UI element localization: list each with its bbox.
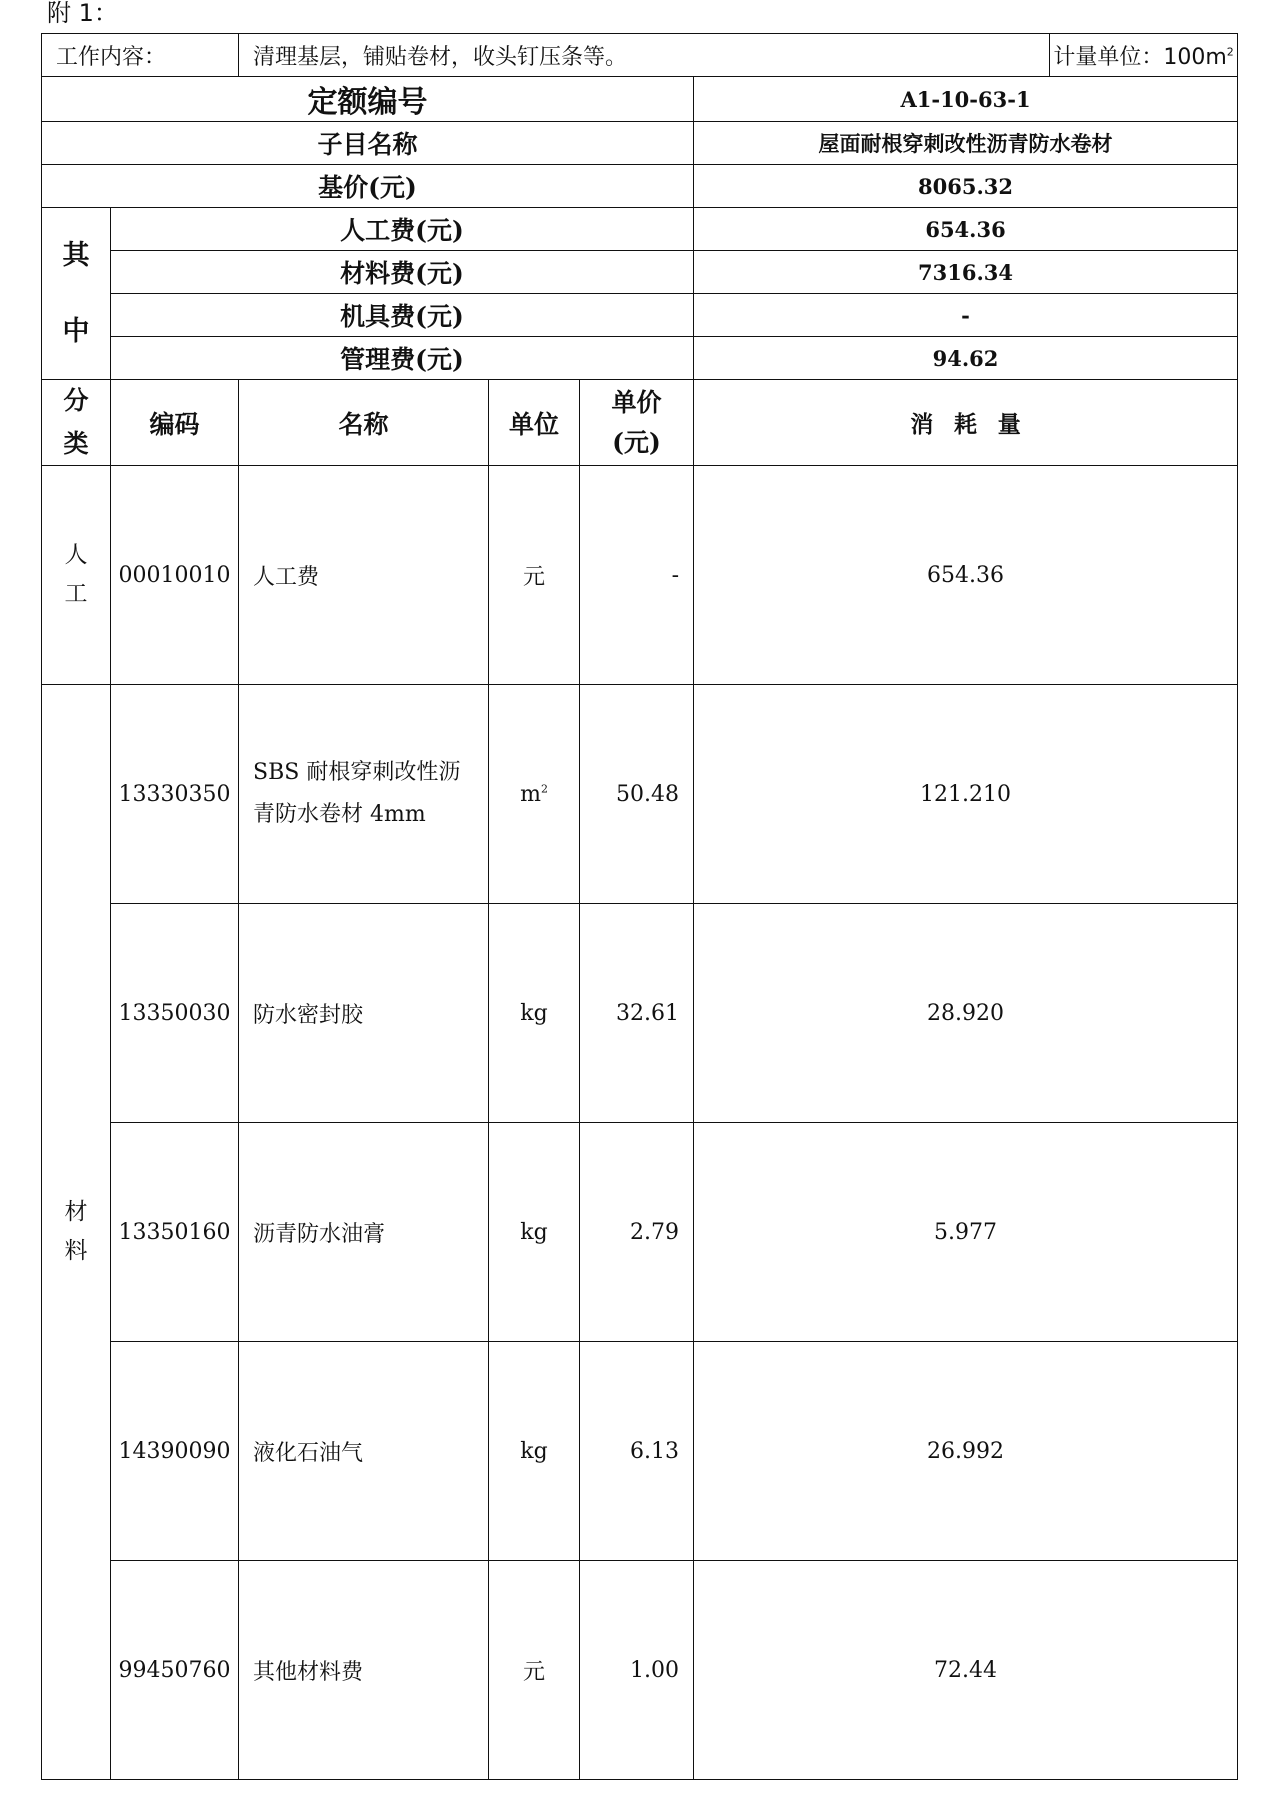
material-fee-value: 7316.34 (694, 251, 1238, 294)
material-fee-label: 材料费(元) (111, 251, 694, 294)
measure-unit (1050, 34, 1238, 77)
item-name-row (42, 122, 1238, 165)
row-price: 6.13 (580, 1342, 694, 1561)
row-price: - (580, 466, 694, 685)
row-unit: 元 (489, 1561, 580, 1780)
labor-fee-label: 人工费(元) (111, 208, 694, 251)
row-price: 50.48 (580, 685, 694, 904)
row-unit: $m^2$ (489, 685, 580, 904)
quota-table (41, 33, 1238, 1780)
row-code: 14390090 (111, 1342, 239, 1561)
quota-no-value: A1-10-63-1 (694, 77, 1238, 122)
work-content-text: 清理基层，铺贴卷材，收头钉压条等。 (239, 34, 1050, 77)
row-consumption: 654.36 (694, 466, 1238, 685)
row-name: 其他材料费 (239, 1561, 489, 1780)
appendix-label: 附 1： (47, 0, 118, 27)
row-unit: kg (489, 904, 580, 1123)
col-category-header: 分类 (42, 380, 111, 466)
row-consumption: 121.210 (694, 685, 1238, 904)
table-row (42, 466, 1238, 685)
table-row (42, 1561, 1238, 1780)
table-row (42, 1123, 1238, 1342)
row-code: 99450760 (111, 1561, 239, 1780)
column-header-row (42, 380, 1238, 466)
row-price: 2.79 (580, 1123, 694, 1342)
table-row (42, 685, 1238, 904)
management-fee-row (42, 337, 1238, 380)
quota-no-row (42, 77, 1238, 122)
row-consumption: 72.44 (694, 1561, 1238, 1780)
item-name-label: 子目名称 (42, 122, 694, 165)
col-price-header: 单价 (元) (580, 380, 694, 466)
management-fee-value: 94.62 (694, 337, 1238, 380)
row-name: 人工费 (239, 466, 489, 685)
item-name-value: 屋面耐根穿刺改性沥青防水卷材 (694, 122, 1238, 165)
base-price-row (42, 165, 1238, 208)
row-consumption: 28.920 (694, 904, 1238, 1123)
base-price-value: 8065.32 (694, 165, 1238, 208)
row-price: 1.00 (580, 1561, 694, 1780)
col-unit-header: 单位 (489, 380, 580, 466)
machine-fee-row (42, 294, 1238, 337)
labor-fee-row (42, 208, 1238, 251)
row-consumption: 26.992 (694, 1342, 1238, 1561)
of-which-label: 其中 (42, 208, 111, 380)
management-fee-label: 管理费(元) (111, 337, 694, 380)
table-row (42, 1342, 1238, 1561)
row-name: SBS 耐根穿刺改性沥 青防水卷材 4mm (239, 685, 489, 904)
row-code: 13330350 (111, 685, 239, 904)
row-unit: 元 (489, 466, 580, 685)
material-fee-row (42, 251, 1238, 294)
machine-fee-label: 机具费(元) (111, 294, 694, 337)
row-consumption: 5.977 (694, 1123, 1238, 1342)
row-name: 液化石油气 (239, 1342, 489, 1561)
row-name: 防水密封胶 (239, 904, 489, 1123)
measure-unit-value: 100m (1163, 44, 1227, 70)
machine-fee-value: - (694, 294, 1238, 337)
base-price-label: 基价(元) (42, 165, 694, 208)
quota-no-label: 定额编号 (42, 77, 694, 122)
labor-fee-value: 654.36 (694, 208, 1238, 251)
work-content-label: 工作内容： (42, 34, 239, 77)
measure-unit-label: 计量单位： (1053, 44, 1164, 70)
row-name: 沥青防水油膏 (239, 1123, 489, 1342)
row-unit: kg (489, 1342, 580, 1561)
row-code: 13350030 (111, 904, 239, 1123)
row-unit: kg (489, 1123, 580, 1342)
row-code: 00010010 (111, 466, 239, 685)
row-price: 32.61 (580, 904, 694, 1123)
measure-unit-sup: 2 (1226, 45, 1234, 59)
col-name-header: 名称 (239, 380, 489, 466)
category-labor: 人工 (42, 466, 111, 685)
work-content-row (42, 34, 1238, 77)
col-consumption-header: 消耗量 (694, 380, 1238, 466)
row-code: 13350160 (111, 1123, 239, 1342)
category-material: 材料 (42, 685, 111, 1780)
table-row (42, 904, 1238, 1123)
col-code-header: 编码 (111, 380, 239, 466)
